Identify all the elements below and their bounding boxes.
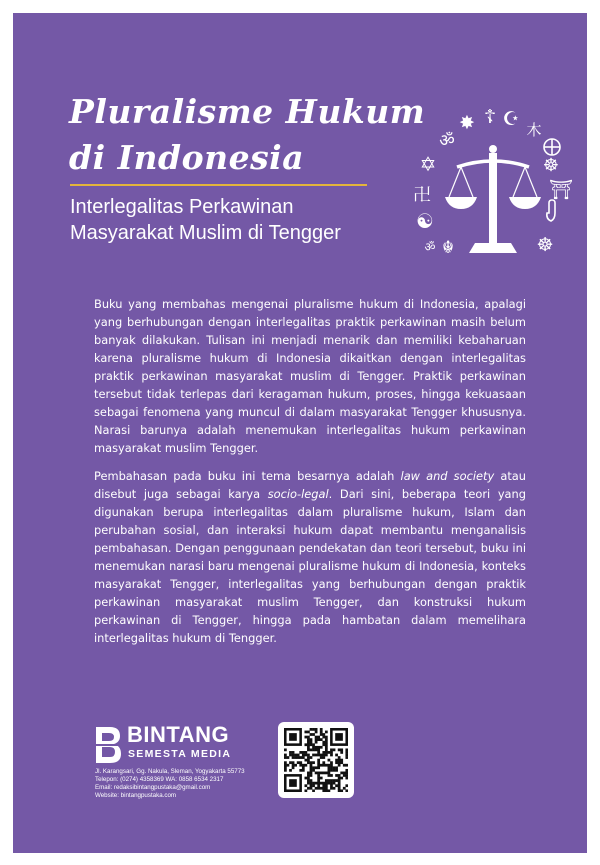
synopsis-paragraph-2	[94, 467, 526, 647]
religious-symbols-emblem	[405, 93, 575, 268]
tree-kanji-icon: 木	[526, 121, 542, 139]
book-title-line-2: di Indonesia	[69, 138, 305, 177]
synopsis-paragraph-1: Buku yang membahas mengenai pluralisme hukum di Indonesia, apalagi yang berhubungan dengan interlegalitas praktik perkawinan masih belum banyak dilakukan. Tulisan ini menjadi menarik dan memiliki kebaharuan karena pluralisme hukum di Indonesia dikaitkan dengan interlegalitas praktik perkawinan masyarakat muslim di Tengger. Praktik perkawinan tersebut tidak terlepas dari keragaman hukum, proses, hingga kekuasaan sebagai fenomena yang muncul di dalam masyarakat Tengger khususnya. Narasi barunya adalah menemukan interlegalitas hukum perkawinan masyarakat muslim Tengger.	[94, 297, 526, 455]
bintang-b-logo-icon	[93, 725, 123, 765]
title-divider	[70, 184, 367, 186]
publisher-email: Email: redaksibintangpustaka@gmail.com	[95, 784, 211, 791]
orthodox-cross-icon: ☦	[483, 106, 497, 128]
swastika-icon: 卍	[413, 185, 431, 206]
back-cover	[13, 13, 587, 853]
synopsis-text: . Dari sini, beberapa teori yang digunakan berupa interlegalitas dalam pluralisme hukum, Islam dan perubahan sosial, dan interaksi hukum dapat membantu menganalisis pembahasan. Dengan penggunaan pendekatan dan teori tersebut, buku ini menemukan narasi baru mengenai pluralisme hukum di Indonesia, konteks masyarakat Tengger, interlegalitas yang berhubungan dengan praktik perkawinan masyarakat muslim Tengger, dan konstruksi hukum perkawinan di Tengger, hingga pada hambatan dalam memelihara interlegalitas hukum di Tengger.	[94, 487, 526, 645]
book-subtitle	[70, 194, 341, 246]
publisher-website: Website: bintangpustaka.com	[95, 792, 177, 799]
book-subtitle-line-1: Interlegalitas Perkawinan	[70, 196, 294, 218]
publisher-subname: SEMESTA MEDIA	[128, 748, 232, 760]
publisher-name: BINTANG	[127, 722, 230, 747]
wheel-small-icon: ☸	[536, 234, 554, 256]
dharma-wheel-icon: ☸	[542, 155, 560, 176]
publisher-phone: Telepon: (0274) 4358369 WA: 0858 6534 2317	[95, 776, 224, 783]
om-small-icon: ॐ	[424, 240, 436, 254]
publisher-logo	[93, 723, 263, 773]
qr-code	[278, 722, 354, 798]
hamsa-hand-icon	[547, 200, 555, 221]
om-symbol-icon: ॐ	[439, 131, 455, 151]
synopsis-emphasis-socio-legal: socio-legal	[267, 487, 329, 501]
crescent-star-icon: ☪	[502, 108, 520, 130]
qr-code-icon	[284, 728, 348, 792]
star-of-david-icon: ✡	[419, 152, 437, 176]
torii-gate-icon: ⛩	[548, 179, 574, 201]
scales-of-justice-icon	[445, 145, 541, 253]
book-subtitle-line-2: Masyarakat Muslim di Tengger	[70, 222, 341, 244]
back-cover-synopsis	[94, 295, 526, 657]
book-title-line-1: Pluralisme Hukum	[69, 92, 426, 131]
khanda-icon: ☬	[441, 238, 455, 258]
book-title	[69, 89, 425, 181]
synopsis-text: Pembahasan pada buku ini tema besarnya adalah	[94, 469, 401, 483]
yin-yang-icon: ☯	[416, 209, 434, 233]
synopsis-emphasis-law-and-society: law and society	[400, 469, 495, 483]
publisher-address: Jl. Karangsari, Gg. Nakula, Sleman, Yogyakarta 55773	[95, 768, 245, 775]
publisher-contact	[95, 768, 245, 800]
sun-star-icon: ✸	[459, 112, 475, 134]
synopsis-text: atau disebut juga sebagai karya	[94, 469, 526, 501]
